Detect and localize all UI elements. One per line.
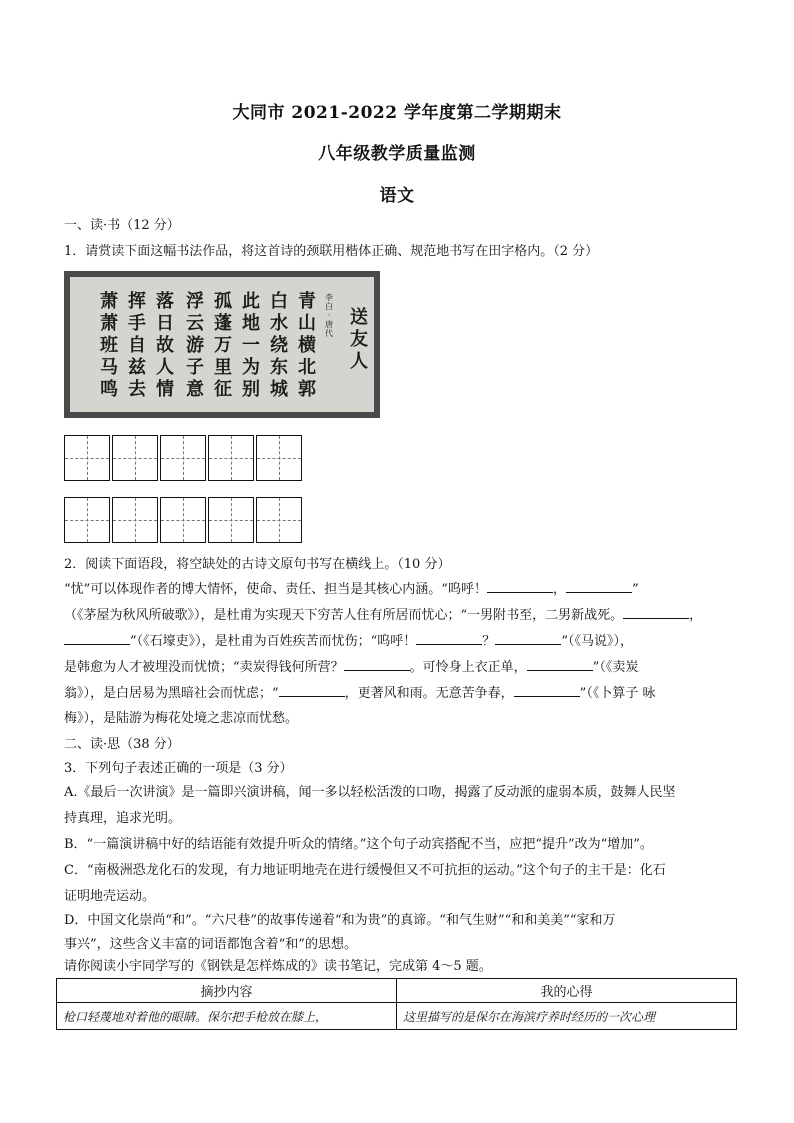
callig-col-6 [154, 291, 176, 401]
callig-glyph: 征 [214, 379, 232, 400]
table-header-excerpt: 摘抄内容 [57, 979, 397, 1003]
calligraphy-image [64, 271, 380, 418]
answer-blank[interactable] [416, 632, 482, 645]
callig-glyph: 落 [156, 291, 174, 312]
signature-glyph: · [327, 311, 331, 320]
callig-glyph: 鸣 [100, 379, 118, 400]
section1-heading: 一、读·书（12 分） [64, 218, 180, 233]
answer-blank[interactable] [279, 684, 345, 697]
callig-glyph: 蓬 [214, 313, 232, 334]
exam-title: 大同市 2021-2022 学年度第二学期期末 [232, 103, 562, 123]
callig-glyph: 意 [186, 379, 204, 400]
callig-col-1 [296, 291, 318, 401]
callig-glyph: 游 [186, 335, 204, 356]
writing-grid-row-2 [64, 497, 305, 545]
callig-glyph: 送 [350, 307, 368, 328]
q2-text: ， [552, 582, 566, 597]
callig-glyph: 去 [128, 379, 146, 400]
q2-text: 。可怜身上衣正单， [409, 660, 527, 675]
callig-glyph: 绕 [270, 335, 288, 356]
callig-glyph: 青 [298, 291, 316, 312]
callig-glyph: 此 [242, 291, 260, 312]
callig-col-0 [348, 307, 370, 373]
callig-glyph: 万 [214, 335, 232, 356]
writing-cell[interactable] [112, 435, 158, 481]
writing-cell[interactable] [160, 435, 206, 481]
writing-cell[interactable] [160, 497, 206, 543]
callig-glyph: 友 [350, 329, 368, 350]
callig-glyph: 浮 [186, 291, 204, 312]
writing-cell[interactable] [256, 497, 302, 543]
callig-glyph: 云 [186, 313, 204, 334]
callig-col-4 [212, 291, 234, 401]
option-a-line-1: A.《最后一次讲演》是一篇即兴演讲稿，闻一多以轻松活泼的口吻，揭露了反动派的虚弱本质，鼓舞人民坚 [64, 785, 676, 800]
table-row [57, 1003, 737, 1030]
reading-notes-table [56, 978, 737, 1030]
answer-blank[interactable] [487, 580, 553, 593]
callig-col-5 [184, 291, 206, 401]
callig-glyph: 北 [298, 357, 316, 378]
callig-glyph: 子 [186, 357, 204, 378]
callig-glyph: 故 [156, 335, 174, 356]
q2-text: （《茅屋为秋风所破歌》），是杜甫为实现天下穷苦人住有所居而忧心；“一男附书至，二男新战死。 [64, 608, 624, 623]
q2-text: ，更著风和雨。无意苦争春， [344, 686, 514, 701]
callig-glyph: 孤 [214, 291, 232, 312]
answer-blank[interactable] [514, 684, 580, 697]
callig-col-2 [268, 291, 290, 401]
q2-text: ” [631, 582, 639, 597]
callig-glyph: 郭 [298, 379, 316, 400]
callig-glyph: 挥 [128, 291, 146, 312]
signature-glyph: 代 [325, 329, 333, 338]
writing-grid-row-1 [64, 435, 305, 483]
signature-glyph: 唐 [325, 320, 333, 329]
callig-glyph: 横 [298, 335, 316, 356]
writing-cell[interactable] [208, 497, 254, 543]
callig-glyph: 情 [156, 379, 174, 400]
option-b: B．“一篇演讲稿中好的结语能有效提升听众的情绪。”这个句子动宾搭配不当，应把“提升”改为“增加”。 [64, 837, 653, 852]
question-2: 2．阅读下面语段，将空缺处的古诗文原句书写在横线上。（10 分） [64, 557, 451, 572]
callig-glyph: 人 [156, 357, 174, 378]
writing-cell[interactable] [64, 497, 110, 543]
callig-glyph: 日 [156, 313, 174, 334]
option-c-line-1: C．“南极洲恐龙化石的发现，有力地证明地壳在进行缓慢但又不可抗拒的运动。”这个句子的主干是：化石 [64, 863, 666, 878]
callig-glyph: 山 [298, 313, 316, 334]
callig-glyph: 东 [270, 357, 288, 378]
writing-cell[interactable] [112, 497, 158, 543]
callig-glyph: 地 [242, 313, 260, 334]
callig-col-7 [126, 291, 148, 401]
callig-glyph: 马 [100, 357, 118, 378]
callig-glyph: 白 [270, 291, 288, 312]
answer-blank[interactable] [527, 658, 593, 671]
signature-glyph: 白 [325, 302, 333, 311]
section2-heading: 二、读·思（38 分） [64, 737, 180, 752]
callig-glyph: 一 [242, 335, 260, 356]
q2-text: ”（《卜算子 咏 [579, 686, 656, 701]
q2-text: ”（《马说》）， [561, 634, 633, 649]
signature-glyph: 李 [325, 293, 333, 302]
answer-blank[interactable] [566, 580, 632, 593]
q2-line-5 [64, 684, 740, 703]
q2-line-6: 梅》），是陆游为梅花处境之悲凉而忧愁。 [64, 711, 299, 726]
callig-col-3 [240, 291, 262, 401]
callig-glyph: 为 [242, 357, 260, 378]
calligraphy-paper [70, 277, 374, 412]
q2-line-1 [64, 580, 740, 599]
option-d-line-1: D．中国文化崇尚“和”。“六尺巷”的故事传递着“和为贵”的真谛。“和气生财”“和和美美”“家和万 [64, 913, 616, 928]
q2-line-4 [64, 658, 740, 677]
q2-text: ”（《卖炭 [592, 660, 639, 675]
option-a-line-2: 持真理，追求光明。 [64, 811, 182, 826]
question-3: 3．下列句子表述正确的一项是（3 分） [64, 761, 293, 776]
callig-glyph: 水 [270, 313, 288, 334]
q2-line-2 [64, 606, 740, 625]
callig-signature [324, 293, 334, 338]
callig-glyph: 里 [214, 357, 232, 378]
table-cell-reflection: 这里描写的是保尔在海滨疗养时经历的一次心理 [397, 1003, 737, 1030]
callig-glyph: 自 [128, 335, 146, 356]
table-header-row [57, 979, 737, 1003]
option-c-line-2: 证明地壳运动。 [64, 889, 156, 904]
callig-glyph: 别 [242, 379, 260, 400]
answer-blank[interactable] [344, 658, 410, 671]
writing-cell[interactable] [256, 435, 302, 481]
q2-text: “忧”可以体现作者的博大情怀，使命、责任、担当是其核心内涵。“呜呼！ [64, 582, 487, 597]
answer-blank[interactable] [495, 632, 561, 645]
callig-glyph: 城 [270, 379, 288, 400]
table-header-reflection: 我的心得 [397, 979, 737, 1003]
q2-text: ”（《石壕吏》），是杜甫为百姓疾苦而忧伤；“呜呼！ [130, 634, 417, 649]
writing-cell[interactable] [208, 435, 254, 481]
q2-line-3 [64, 632, 740, 651]
callig-glyph: 萧 [100, 291, 118, 312]
writing-cell[interactable] [64, 435, 110, 481]
callig-glyph: 人 [350, 351, 368, 372]
answer-blank[interactable] [623, 606, 689, 619]
exam-subtitle: 八年级教学质量监测 [318, 144, 476, 164]
q2-text: ， [689, 608, 703, 623]
callig-col-8 [98, 291, 120, 401]
answer-blank[interactable] [64, 632, 130, 645]
callig-glyph: 萧 [100, 313, 118, 334]
callig-glyph: 兹 [128, 357, 146, 378]
callig-glyph: 班 [100, 335, 118, 356]
table-cell-excerpt: 枪口轻蔑地对着他的眼睛。保尔把手枪放在膝上， [57, 1003, 397, 1030]
question-1: 1．请赏读下面这幅书法作品，将这首诗的颈联用楷体正确、规范地书写在田字格内。（2 分） [64, 244, 599, 259]
callig-glyph: 手 [128, 313, 146, 334]
option-d-line-2: 事兴”，这些含义丰富的词语都饱含着“和”的思想。 [64, 937, 357, 952]
q2-text: 是韩愈为人才被埋没而忧愤；“卖炭得钱何所营？ [64, 660, 344, 675]
subject-title: 语文 [379, 186, 415, 206]
q2-text: 翁》），是白居易为黑暗社会而忧虑；“ [64, 686, 279, 701]
reading-notes-intro: 请你阅读小宇同学写的《钢铁是怎样炼成的》读书笔记，完成第 4～5 题。 [64, 959, 492, 974]
q2-text: ？ [482, 634, 496, 649]
